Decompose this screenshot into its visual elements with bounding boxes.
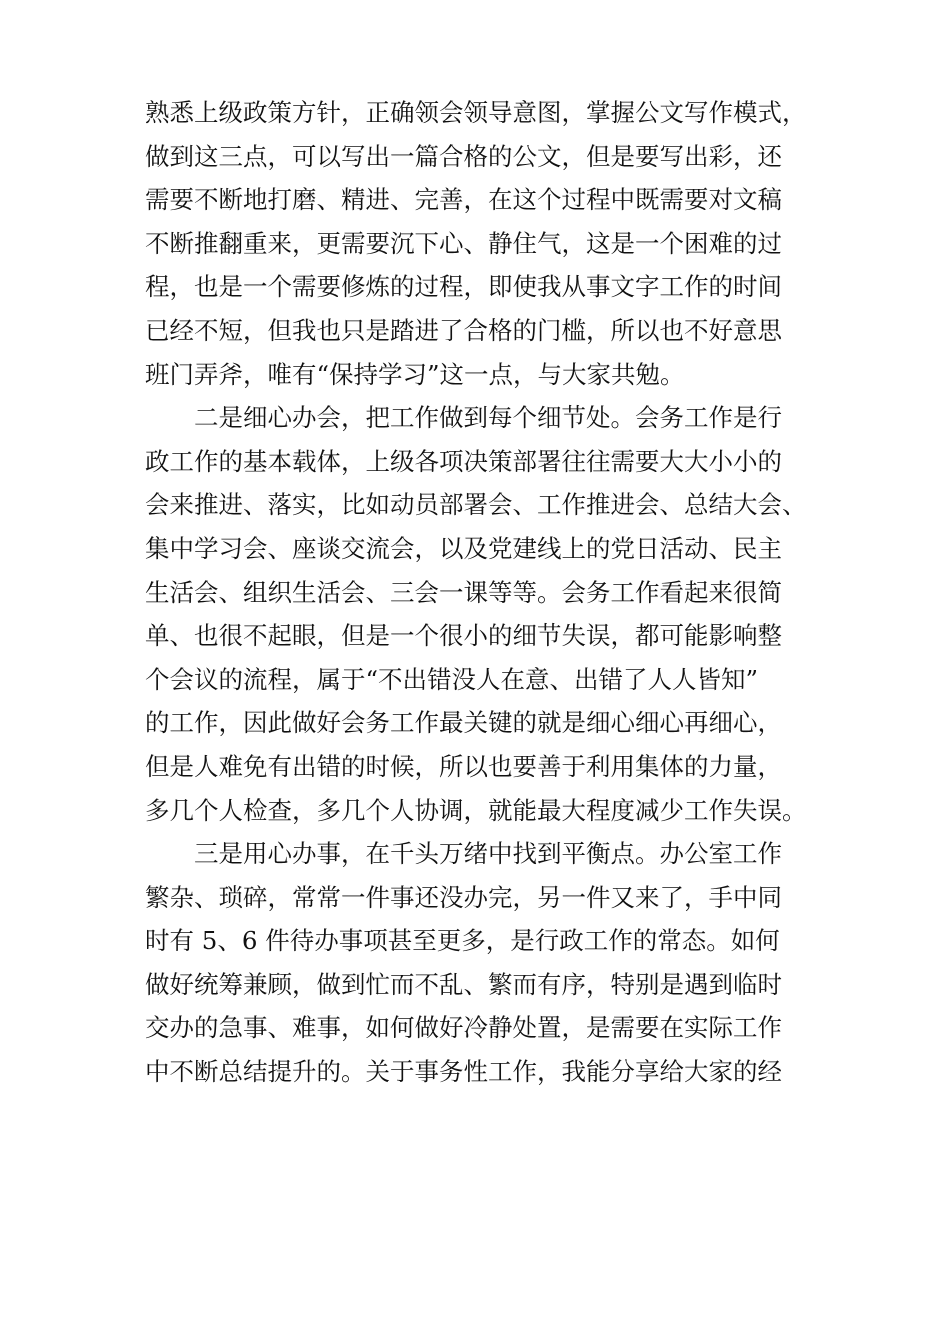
text-line: 中不断总结提升的。关于事务性工作，我能分享给大家的经 <box>145 1057 782 1087</box>
text-line: 会来推进、落实，比如动员部署会、工作推进会、总结大会、 <box>145 490 807 520</box>
text-line: 但是人难免有出错的时候，所以也要善于利用集体的力量， <box>145 751 782 781</box>
text-line: 集中学习会、座谈交流会，以及党建线上的党日活动、民主 <box>145 533 782 563</box>
text-line: 生活会、组织生活会、三会一课等等。会务工作看起来很简 <box>145 577 782 607</box>
text-line: 做好统筹兼顾，做到忙而不乱、繁而有序，特别是遇到临时 <box>145 969 782 999</box>
text-line: 单、也很不起眼，但是一个很小的细节失误，都可能影响整 <box>145 621 782 651</box>
text-line: 个会议的流程，属于“不出错没人在意、出错了人人皆知” <box>145 664 759 694</box>
text-line: 交办的急事、难事，如何做好冷静处置，是需要在实际工作 <box>145 1013 782 1043</box>
text-line: 政工作的基本载体，上级各项决策部署往往需要大大小小的 <box>145 446 782 476</box>
text-line: 已经不短，但我也只是踏进了合格的门槛，所以也不好意思 <box>145 315 782 345</box>
text-line: 多几个人检查，多几个人协调，就能最大程度减少工作失误。 <box>145 795 807 825</box>
text-line: 班门弄斧，唯有“保持学习”这一点，与大家共勉。 <box>145 359 685 389</box>
text-line: 需要不断地打磨、精进、完善，在这个过程中既需要对文稿 <box>145 185 782 215</box>
text-line: 程，也是一个需要修炼的过程，即使我从事文字工作的时间 <box>145 272 782 302</box>
paragraph-start-line: 三是用心办事，在千头万绪中找到平衡点。办公室工作 <box>194 839 782 869</box>
text-line: 的工作，因此做好会务工作最关键的就是细心细心再细心， <box>145 708 782 738</box>
text-line: 熟悉上级政策方针，正确领会领导意图，掌握公文写作模式， <box>145 98 807 127</box>
text-line: 时有 5、6 件待办事项甚至更多，是行政工作的常态。如何 <box>145 926 780 956</box>
paragraph-start-line: 二是细心办会，把工作做到每个细节处。会务工作是行 <box>194 403 782 433</box>
body-text <box>145 91 805 1094</box>
text-line: 繁杂、琐碎，常常一件事还没办完，另一件又来了，手中同 <box>145 882 782 912</box>
text-line: 不断推翻重来，更需要沉下心、静住气，这是一个困难的过 <box>145 228 782 258</box>
text-line: 做到这三点，可以写出一篇合格的公文，但是要写出彩，还 <box>145 141 782 171</box>
